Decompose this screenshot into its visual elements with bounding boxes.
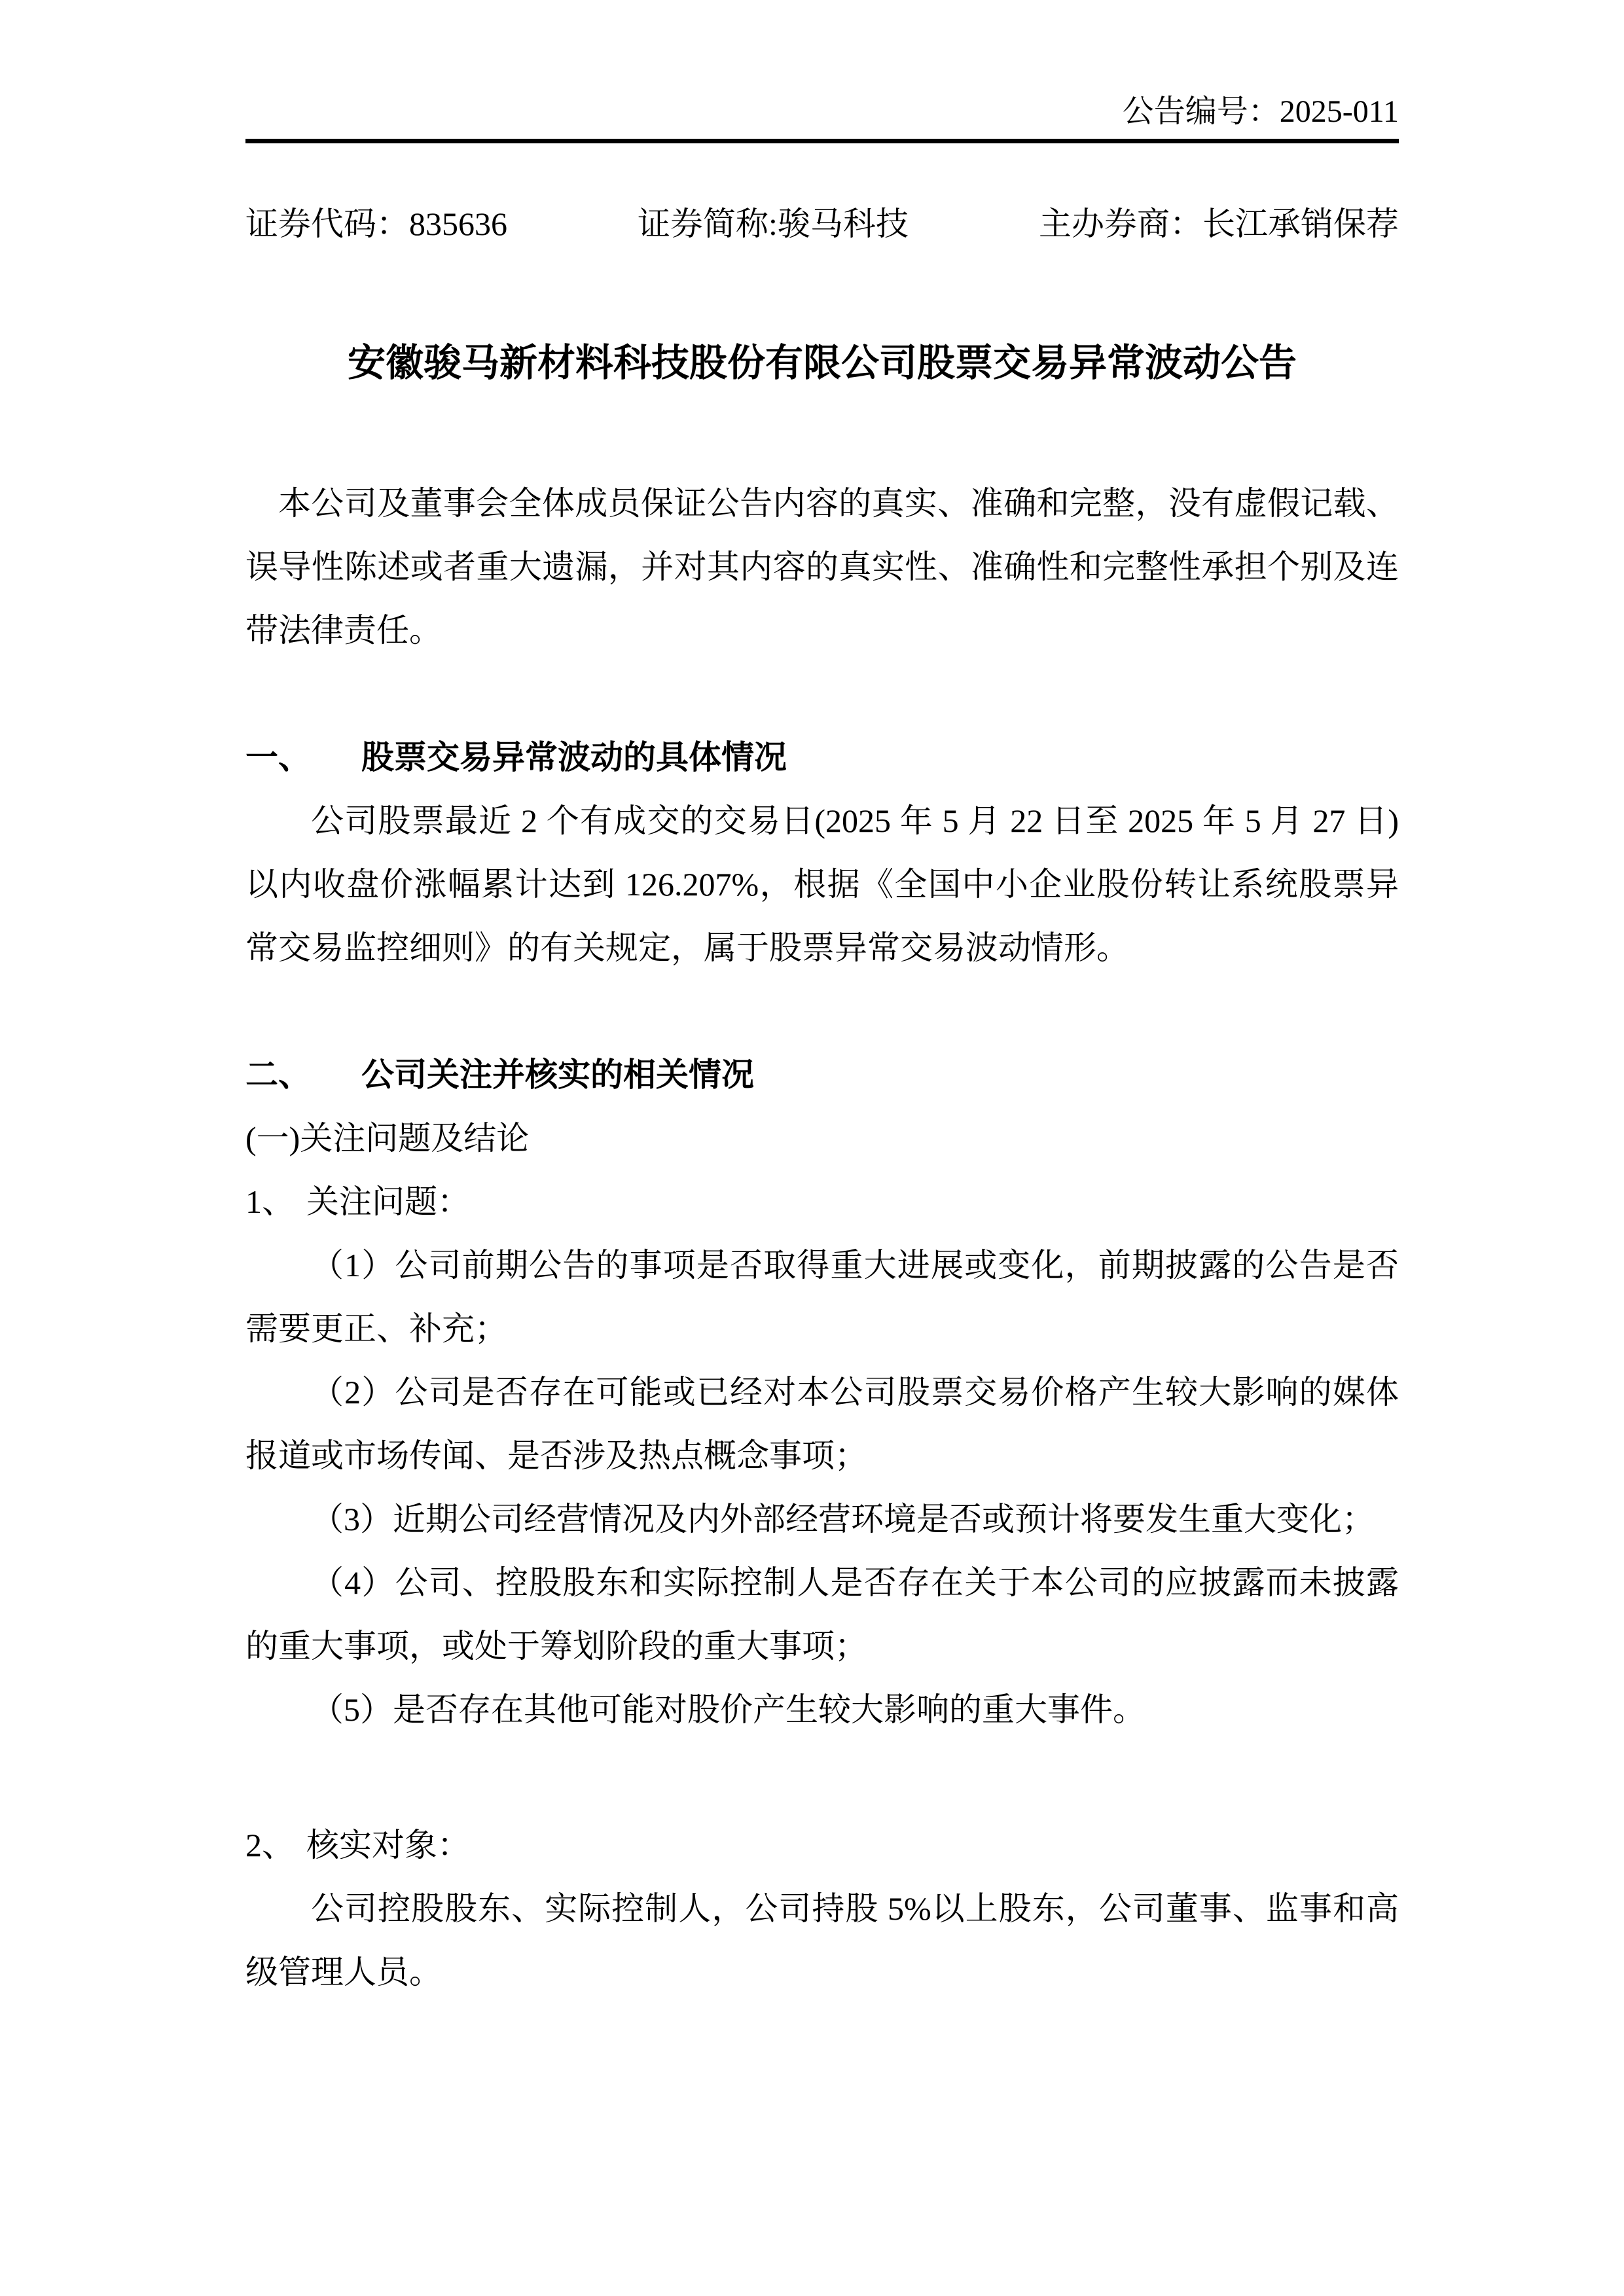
questions-label-line <box>245 1170 1399 1234</box>
question-item-1: （1）公司前期公告的事项是否取得重大进展或变化，前期披露的公告是否需要更正、补充； <box>245 1247 1399 1347</box>
section2-heading <box>245 1043 1399 1107</box>
section1-heading <box>245 726 1399 789</box>
questions-label-number: 1、 <box>245 1183 295 1220</box>
question-item-2: （2）公司是否存在可能或已经对本公司股票交易价格产生较大影响的媒体报道或市场传闻、是否涉及热点概念事项； <box>245 1374 1399 1474</box>
securities-info-row <box>245 192 1399 256</box>
sponsor-broker: 主办券商：长江承销保荐 <box>1039 206 1399 242</box>
question-item-3: （3）近期公司经营情况及内外部经营环境是否或预计将要发生重大变化； <box>311 1501 1375 1537</box>
subsection-heading: (一)关注问题及结论 <box>245 1120 530 1157</box>
stock-code: 证券代码：835636 <box>245 206 507 242</box>
page-title: 安徽骏马新材料科技股份有限公司股票交易异常波动公告 <box>347 342 1297 384</box>
disclaimer-paragraph: 本公司及董事会全体成员保证公告内容的真实、准确和完整，没有虚假记载、误导性陈述或者重大遗漏，并对其内容的真实性、准确性和完整性承担个别及连带法律责任。 <box>245 485 1399 649</box>
section1-body: 公司股票最近 2 个有成交的交易日(2025 年 5 月 22 日至 2025 年 5 月 27 日)以内收盘价涨幅累计达到 126.207%，根据《全国中小企业股份转让系统股票异常交易监控细则》的有关规定，属于股票异常交易波动情形。 <box>245 802 1399 966</box>
section1-heading-text: 股票交易异常波动的具体情况 <box>361 739 787 776</box>
question-item-4: （4）公司、控股股东和实际控制人是否存在关于本公司的应披露而未披露的重大事项，或处于筹划阶段的重大事项； <box>245 1564 1399 1664</box>
question-item-5: （5）是否存在其他可能对股价产生较大影响的重大事件。 <box>311 1691 1146 1728</box>
questions-label-text: 关注问题： <box>306 1183 470 1220</box>
verify-label-line <box>245 1814 1399 1877</box>
section1-number: 一、 <box>245 739 311 776</box>
section2-heading-text: 公司关注并核实的相关情况 <box>361 1056 754 1093</box>
verify-label-text: 核实对象： <box>306 1827 470 1863</box>
section2-number: 二、 <box>245 1056 311 1093</box>
verify-label-number: 2、 <box>245 1827 295 1863</box>
announcement-number: 公告编号：2025-011 <box>245 89 1399 143</box>
stock-short-name: 证券简称:骏马科技 <box>638 206 909 242</box>
verify-body: 公司控股股东、实际控制人，公司持股 5%以上股东，公司董事、监事和高级管理人员。 <box>245 1890 1399 1990</box>
